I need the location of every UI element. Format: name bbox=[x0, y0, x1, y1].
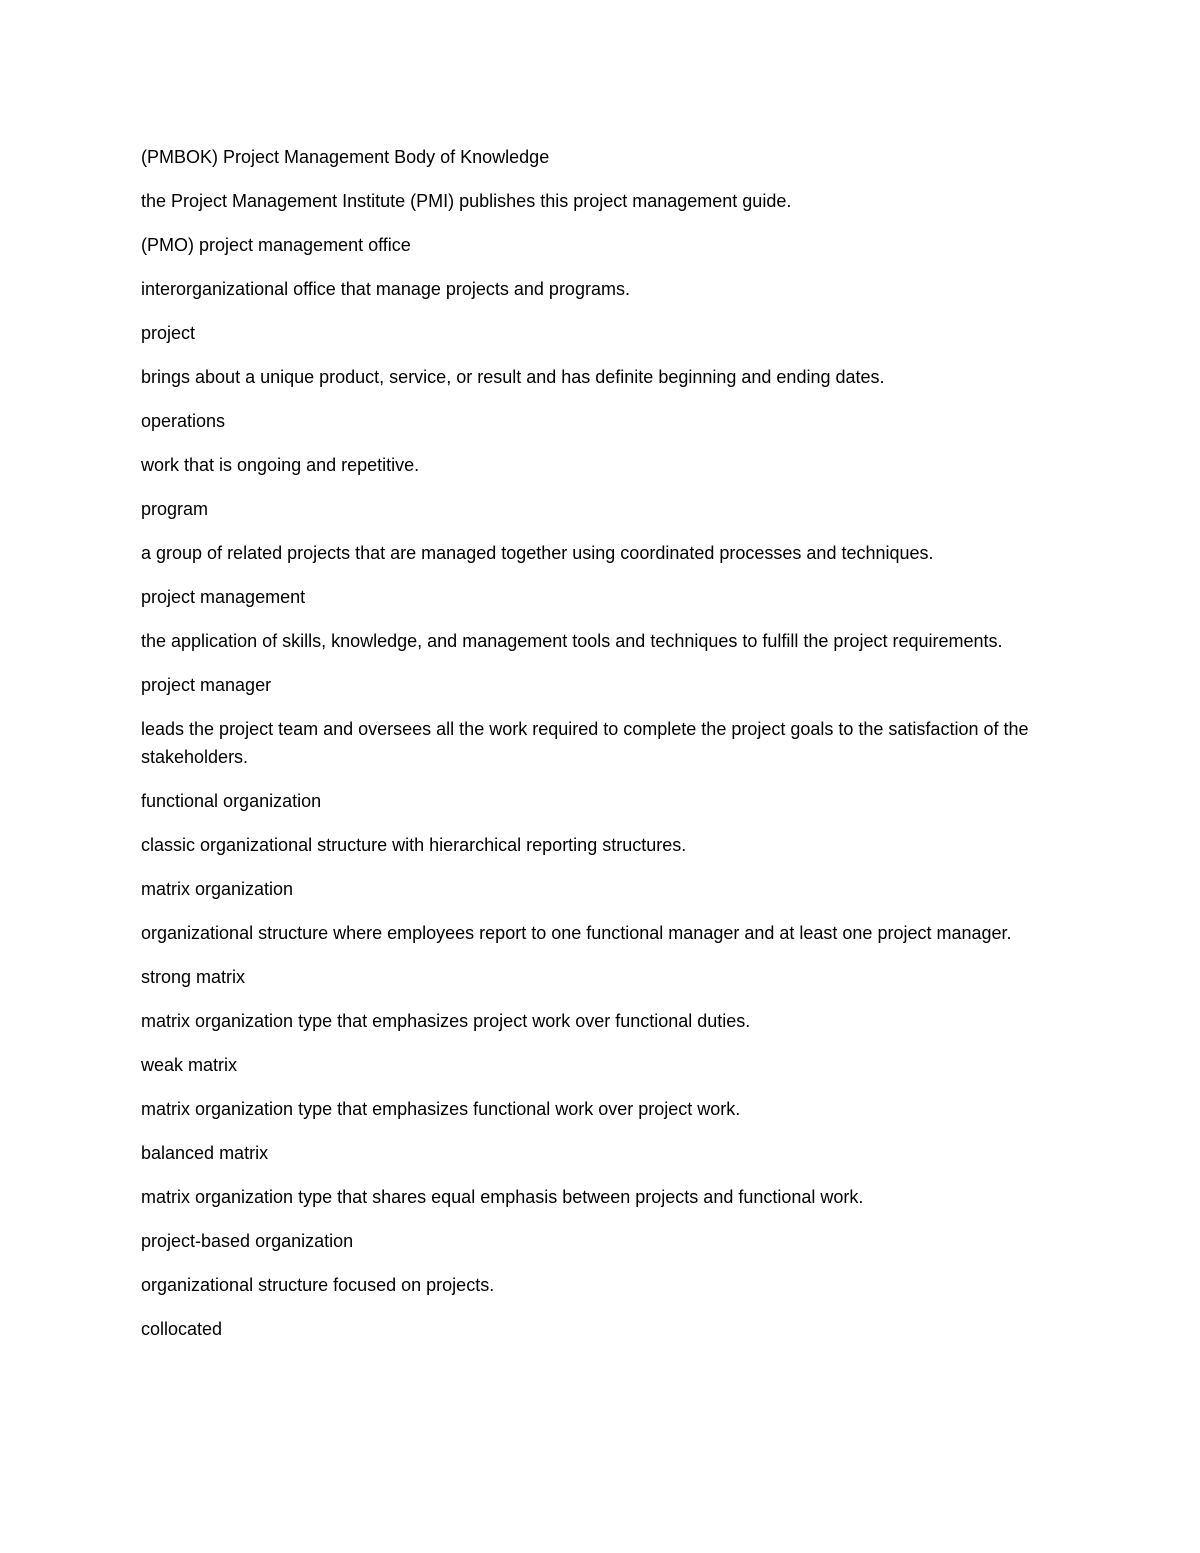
term: project bbox=[141, 323, 196, 343]
definition: brings about a unique product, service, or result and has definite beginning and ending dates. bbox=[141, 367, 885, 387]
term: functional organization bbox=[141, 791, 322, 811]
term: project manager bbox=[141, 675, 272, 695]
term: project-based organization bbox=[141, 1231, 354, 1251]
definition: work that is ongoing and repetitive. bbox=[141, 455, 420, 475]
definition: the Project Management Institute (PMI) publishes this project management guide. bbox=[141, 191, 792, 211]
term: project management bbox=[141, 587, 306, 607]
term: balanced matrix bbox=[141, 1143, 269, 1163]
definition: matrix organization type that emphasizes functional work over project work. bbox=[141, 1099, 741, 1119]
definition: a group of related projects that are managed together using coordinated processes and techniques. bbox=[141, 543, 934, 563]
definition: organizational structure focused on projects. bbox=[141, 1275, 495, 1295]
definition: the application of skills, knowledge, and management tools and techniques to fulfill the project requirements. bbox=[141, 631, 1003, 651]
definition: classic organizational structure with hierarchical reporting structures. bbox=[141, 835, 687, 855]
term: matrix organization bbox=[141, 879, 294, 899]
definition: organizational structure where employees report to one functional manager and at least one project manager. bbox=[141, 923, 1012, 943]
definition: matrix organization type that shares equal emphasis between projects and functional work. bbox=[141, 1187, 864, 1207]
document-body bbox=[141, 143, 1041, 1359]
term: collocated bbox=[141, 1319, 223, 1339]
term: weak matrix bbox=[141, 1055, 238, 1075]
term: program bbox=[141, 499, 209, 519]
term: (PMO) project management office bbox=[141, 235, 411, 255]
definition: matrix organization type that emphasizes project work over functional duties. bbox=[141, 1011, 751, 1031]
definition: leads the project team and oversees all the work required to complete the project goals to the satisfaction of the stakeholders. bbox=[141, 719, 1029, 767]
term: operations bbox=[141, 411, 226, 431]
definition: interorganizational office that manage projects and programs. bbox=[141, 279, 630, 299]
term: (PMBOK) Project Management Body of Knowledge bbox=[141, 147, 550, 167]
term: strong matrix bbox=[141, 967, 246, 987]
